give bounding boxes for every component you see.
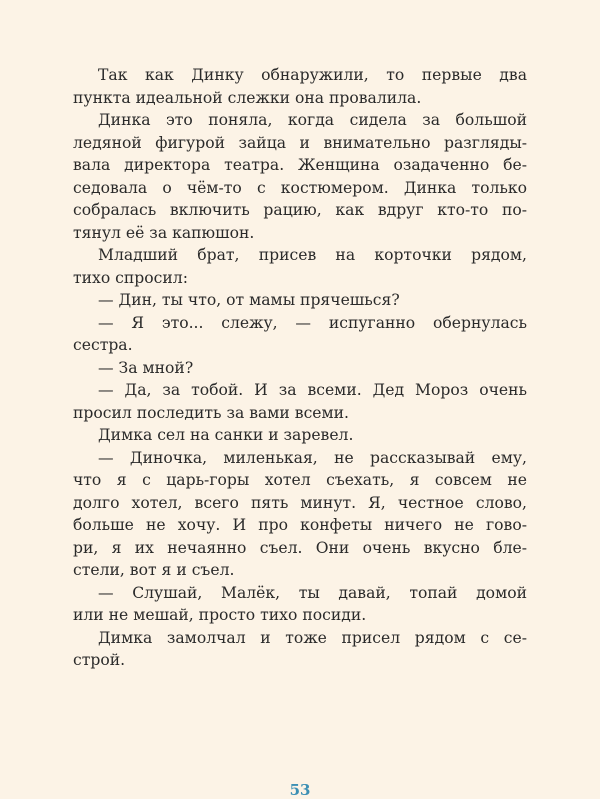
text-line: пункта идеальной слежки она провалила. xyxy=(73,88,422,107)
paragraph-6 xyxy=(73,357,527,380)
text-line: — Дин, ты что, от мамы прячешься? xyxy=(98,291,400,309)
text-line: — Я это... слежу, — испуганно обернулась xyxy=(98,313,527,332)
text-line: Младший брат, присев на корточки рядом, xyxy=(98,246,527,264)
text-line: просил последить за вами всеми. xyxy=(73,403,350,422)
paragraph-11 xyxy=(73,627,527,672)
paragraph-1 xyxy=(73,64,527,109)
paragraph-10 xyxy=(73,582,527,627)
text-line: или не мешай, просто тихо посиди. xyxy=(73,606,367,624)
text-line: строй. xyxy=(73,651,126,669)
paragraph-7 xyxy=(73,379,527,424)
text-line: тихо спросил: xyxy=(73,268,188,287)
paragraph-3 xyxy=(73,244,527,289)
page-number: 53 xyxy=(289,781,311,799)
paragraph-4 xyxy=(73,289,527,312)
text-line: долго хотел, всего пять минут. Я, честное слово, xyxy=(73,493,527,512)
paragraph-2 xyxy=(73,109,527,244)
text-line: Так как Динку обнаружили, то первые два xyxy=(98,66,527,84)
text-line: собралась включить рацию, как вдруг кто-то по- xyxy=(73,201,527,219)
text-line: Димка сел на санки и заревел. xyxy=(98,426,354,444)
text-line: сестра. xyxy=(73,336,133,354)
paragraph-5 xyxy=(73,312,527,357)
text-line: Динка это поняла, когда сидела за большой xyxy=(98,111,527,129)
text-line: что я с царь-горы хотел съехать, я совсем не xyxy=(73,471,527,489)
text-line: Димка замолчал и тоже присел рядом с се- xyxy=(98,628,527,647)
text-line: — Диночка, миленькая, не рассказывай ему, xyxy=(98,448,527,467)
text-line: — Да, за тобой. И за всеми. Дед Мороз очень xyxy=(98,381,527,399)
text-line: седовала о чём-то с костюмером. Динка только xyxy=(73,178,527,197)
page-body xyxy=(73,64,527,672)
text-line: тянул её за капюшон. xyxy=(73,223,255,242)
text-line: вала директора театра. Женщина озадаченно бе- xyxy=(73,156,527,174)
paragraph-8 xyxy=(73,424,527,447)
text-line: больше не хочу. И про конфеты ничего не гово- xyxy=(73,516,527,534)
text-line: ледяной фигурой зайца и внимательно разгляды- xyxy=(73,133,527,152)
text-line: — За мной? xyxy=(98,358,194,377)
text-line: стели, вот я и съел. xyxy=(73,561,235,579)
paragraph-9 xyxy=(73,447,527,582)
text-line: — Слушай, Малёк, ты давай, топай домой xyxy=(98,583,527,602)
text-line: ри, я их нечаянно съел. Они очень вкусно бле- xyxy=(73,538,527,557)
